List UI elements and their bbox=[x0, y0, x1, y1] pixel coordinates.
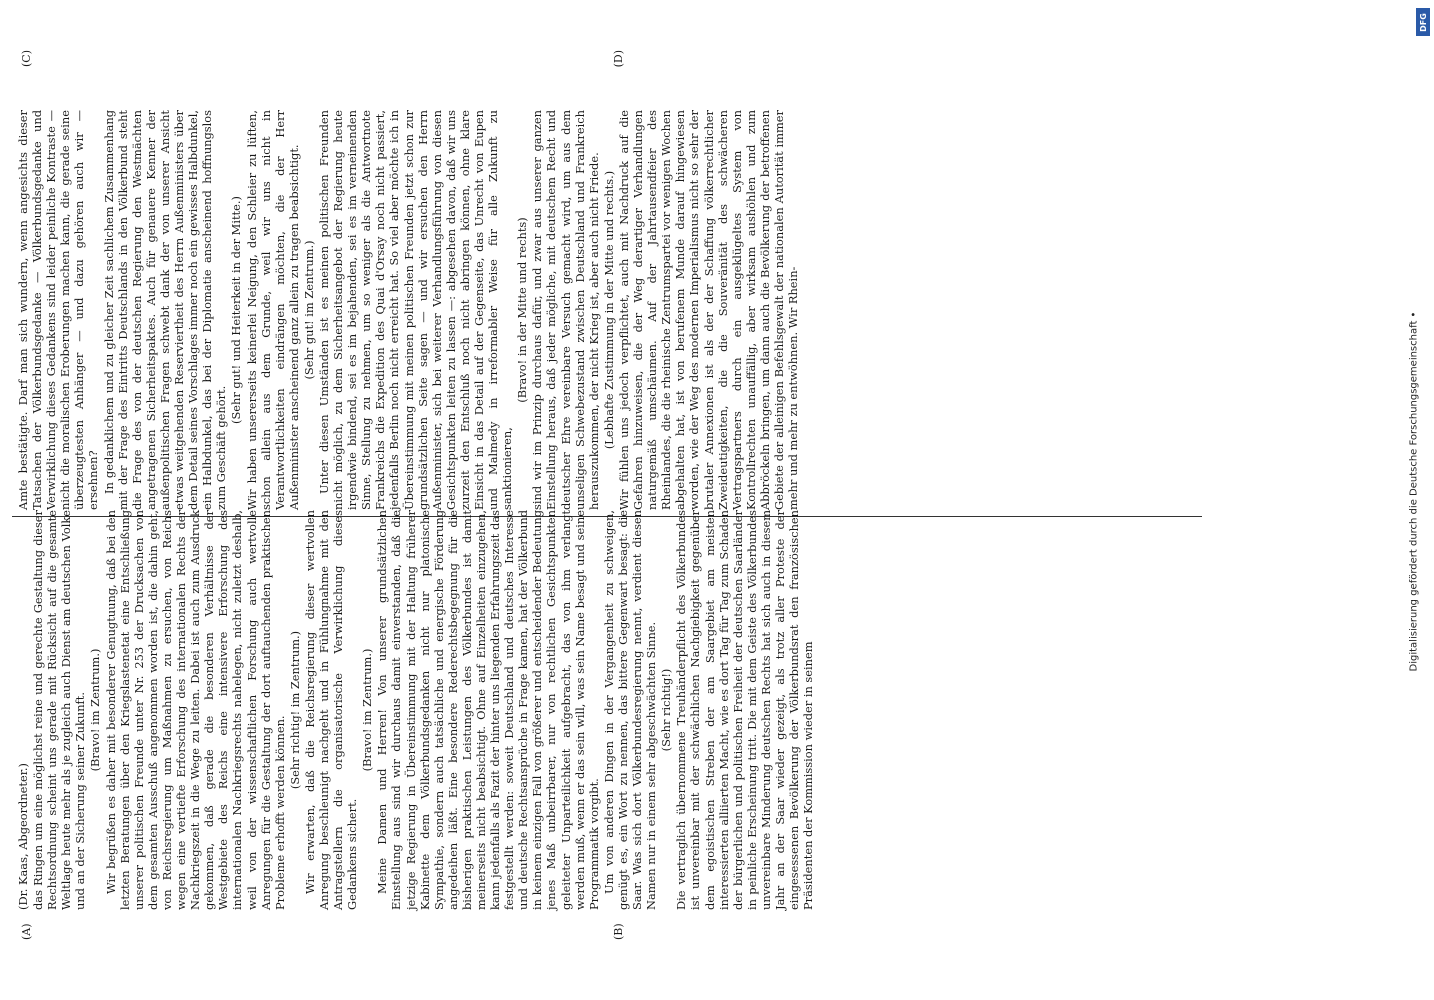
paragraph: Wir erwarten, daß die Reichsregierung dieser wertvollen Anregung beschleunigt nachgeht und in Fühlungnahme mit den Antragstellern die organisatorische Verwirklichung dieses Gedankens sichert. bbox=[302, 510, 360, 910]
dfg-logo-text: DFG bbox=[1418, 12, 1428, 32]
paragraph: sind wir im Prinzip durchaus dafür, und zwar aus unserer ganzen Einstellung heraus, daß jeder mögliche, mit deutschem Recht und deutscher Ehre vereinbare Versuch gemacht wird, um aus dem unseligen Schwebezustand zwischen Deutschland und Frankreich herauszukommen, der nicht Krieg ist, aber auch nicht Friede. bbox=[530, 110, 601, 510]
paragraph: Unter diesen Umständen ist es meinen politischen Freunden nicht möglich, zu dem Sicherheitsangebot der Regierung heute irgendwie bindend, sei es im bejahenden, sei es im verneinenden Sinne, Stellung zu nehmen, um so weniger als die Antwortnote Frankreichs die Expedition des Quai d'Orsay noch nicht passiert, jedenfalls Berlin noch nicht erreicht hat. So viel aber möchte ich in Übereinstimmung mit meinen politischen Freunden jetzt schon zur grundsätzlichen Seite sagen — und wir ersuchen den Herrn Außenminister, sich bei weiterer Verhandlungsführung von diesen Gesichtspunkten leiten zu lassen —: abgesehen davon, daß wir uns zurzeit den Entschluß noch nicht abringen können, ohne klare Einsicht in das Detail auf der Gegenseite, das Unrecht von Eupen und Malmedy in irreformabler Weise für alle Zukunft zu sanktionieren, bbox=[316, 110, 515, 510]
margin-marker-d: (D) bbox=[612, 50, 625, 68]
interjection: (Bravo! im Zentrum.) bbox=[88, 648, 103, 772]
interjection: (Bravo! im Zentrum.) bbox=[360, 648, 375, 772]
rotated-page bbox=[0, 50, 1212, 950]
paragraph: Amte bestätigte. Darf man sich wundern, wenn angesichts dieser Tatsachen der Völkerbundsgedanke — Völkerbundsgedanke und Verwirklichung dieses Gedankens sind leider peinliche Kontraste — nicht die moralischen Eroberungen machen kann, die gerade seine überzeugtesten Anhänger — und dazu gehören auch wir — ersehnen? bbox=[16, 110, 101, 510]
interjection: (Sehr gut! im Zentrum.) bbox=[301, 240, 316, 380]
speaker-label: (Dr. Kaas, Abgeordneter.) bbox=[16, 763, 30, 910]
interjection: (Lebhafte Zustimmung in der Mitte und rechts.) bbox=[601, 170, 616, 450]
interjection: (Sehr gut! und Heiterkeit in der Mitte.) bbox=[229, 196, 244, 424]
digitization-watermark bbox=[1408, 6, 1432, 996]
margin-marker-a: (A) bbox=[20, 923, 33, 940]
margin-marker-b: (B) bbox=[612, 923, 625, 940]
paragraph: Wir fühlen uns jedoch verpflichtet, auch mit Nachdruck auf die Gefahren hinzuweisen, die der Weg derartiger Verhandlungen naturgemäß umschäumen. Auf der Jahrtausendfeier des Rheinlandes, die die rheinische Zentrumspartei vor wenigen Wochen abgehalten hat, ist von berufenem Munde darauf hingewiesen worden, wie der Weg des modernen Imperialismus nicht so sehr der brutaler Annexionen ist als der der Schaffung völkerrechtlicher Zweideutigkeiten, die die Souveränität des schwächeren Vertragspartners durch ein ausgeklügeltes System von Kontrollrechten unauffällig, aber wirksam aushöhlen und zum Abbröckeln bringen, um dann auch die Bevölkerung der betroffenen Gebiete der alleinigen Befehlsgewalt der nationalen Autorität immer mehr und mehr zu entwöhnen. Wir Rhein- bbox=[616, 110, 801, 510]
paragraph: Wir begrüßen es daher mit besonderer Genugtuung, daß bei den letzten Beratungen über den Kriegslastenetat eine Entschließung unserer politischen Freunde unter Nr. 253 der Drucksachen von dem gesamten Ausschuß angenommen worden ist, die dahin geht, von Reichsregierung um Maßnahmen zu ersuchen, von Reichs wegen eine vertiefte Erforschung des internationalen Rechts der Nachkriegszeit in die Wege zu leiten. Dabei ist auch zum Ausdruck gekommen, daß gerade die besonderen Verhältnisse der Westgebiete des Reichs eine intensivere Erforschung des internationalen Nachkriegsrechts nahelegen, nicht zuletzt deshalb, weil von der wissenschaftlichen Forschung auch wertvolle Anregungen für die Gestaltung der dort auftauchenden praktischen Probleme erhofft werden können. bbox=[103, 510, 287, 910]
paragraph: Wir haben unsererseits keinerlei Neigung, den Schleier zu lüften, schon allein aus dem Grunde, weil wir uns nicht in Verantwortlichkeiten eindrängen möchten, die der Herr Außenminister anscheinend ganz allein zu tragen beabsichtigt. bbox=[244, 110, 301, 510]
paragraph: Meine Damen und Herren! Von unserer grundsätzlichen Einstellung aus sind wir durchaus damit einverstanden, daß die jetzige Regierung in Übereinstimmung mit der Haltung früherer Kabinette dem Völkerbundsgedanken nicht nur platonische Sympathie, sondern auch tatsächliche und energische Förderung angedeihen läßt. Eine besondere Rederechtsbegegnung für die bisherigen praktischen Leistungen des Völkerbundes ist damit meinerseits nicht beabsichtigt. Ohne auf Einzelheiten einzugehen, kann jedenfalls als Fazit der hinter uns liegenden Erfahrungszeit das festgestellt werden: soweit Deutschland und deutsches Interesse und deutsche Rechtsansprüche in Frage kamen, hat der Völkerbund in keinem einzigen Fall von größerer und entscheidender Bedeutung jenes Maß unbeirrbarer, nur von rechtlichen Gesichtspunkten geleiteter Unparteilichkeit aufgebracht, das von ihm verlangt werden muß, wenn er das sein will, was sein Name besagt und seine Programmatik vorgibt. bbox=[375, 510, 601, 910]
left-column bbox=[16, 510, 816, 910]
dfg-logo bbox=[1416, 8, 1430, 36]
paragraph: Um von anderen Dingen in der Vergangenheit zu schweigen, genügt es, ein Wort zu nennen, das bittere Gegenwart besagt: die Saar. Was sich dort Völkerbundesregierung nennt, verdient diesen Namen nur in einem sehr abgeschwächten Sinne. bbox=[601, 510, 659, 910]
watermark-text: Digitalisierung gefördert durch die Deutsche Forschungsgemeinschaft • bbox=[1408, 311, 1420, 672]
page-header bbox=[0, 50, 8, 950]
interjection: (Sehr richtig!) bbox=[659, 668, 674, 752]
right-column bbox=[16, 110, 801, 510]
paragraph: das Ringen um eine möglichst reine und gerechte Gestaltung dieser Rechtsordnung scheint uns gerade mit Rücksicht auf die gesamte Weltlage heute mehr als je zugleich auch Dienst am deutschen Volke und an der Sicherung seiner Zukunft. bbox=[31, 510, 88, 910]
interjection: (Sehr richtig! im Zentrum.) bbox=[287, 630, 302, 790]
interjection: (Bravo! in der Mitte und rechts) bbox=[515, 217, 530, 403]
paragraph: In gedanklichem und zu gleicher Zeit sachlichem Zusammenhang mit der Frage des Eintritts Deutschlands in den Völkerbund steht die Frage des von der deutschen Regierung den Westmächten angetragenen Sicherheitspaktes. Auch für genauere Kenner der außenpolitischen Fragen schwebt dank der von unserer Ansicht etwas weitgehenden Reserviertheit des Herrn Außenministers über dem Detail seines Vorschlages immer noch ein gewisses Halbdunkel, ein Halbdunkel, das bei der Diplomatie anscheinend hoffnungslos zum Geschäft gehört. bbox=[101, 110, 229, 510]
margin-marker-c: (C) bbox=[20, 50, 33, 67]
paragraph: Die vertraglich übernommene Treuhänderpflicht des Völkerbundes ist unvereinbar mit der schwächlichen Nachgiebigkeit gegenüber dem egoistischen Streben der am Saargebiet am meisten interessierten alliierten Macht, wie es dort Tag für Tag zum Schaden der bürgerlichen und politischen Freiheit der deutschen Saarländer in peinliche Erscheinung tritt. Die mit dem Geiste des Völkerbundes unvereinbare Minderung deutschen Rechts hat sich auch in diesem Jahr an der Saar wieder gezeigt, als trotz aller Proteste der eingesessenen Bevölkerung der Völkerbundsrat den französischen Präsidenten der Kommission wieder in seinem bbox=[674, 510, 816, 910]
